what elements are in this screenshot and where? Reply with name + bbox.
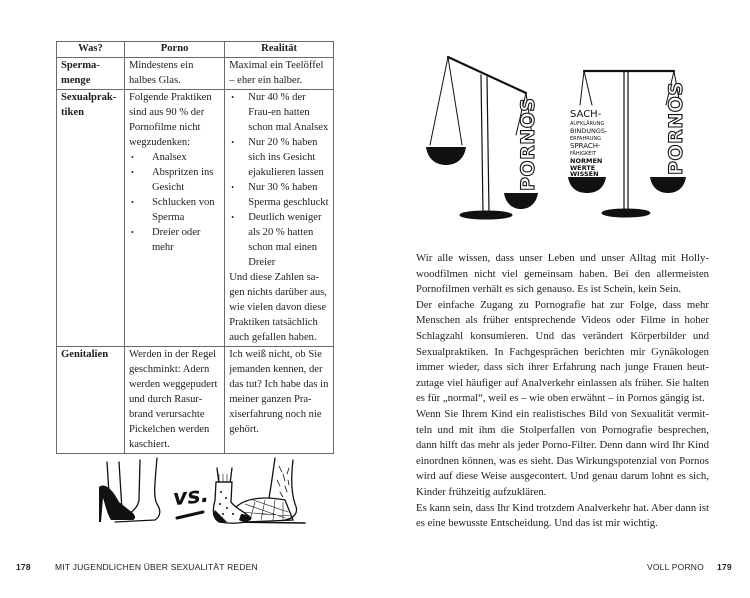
page-number-right: 179 (717, 562, 732, 572)
running-title-left: MIT JUGENDLICHEN ÜBER SEXUALITÄT REDEN (55, 562, 258, 572)
knowledge-word: SACH- (570, 109, 602, 120)
table-row (57, 90, 334, 347)
page-number-left: 178 (16, 562, 31, 572)
list-item: • Dreier oder mehr (129, 225, 220, 255)
knowledge-stack (570, 109, 608, 178)
list-item: • Nur 30 % haben Sperma geschluckt (229, 180, 329, 210)
balance-scales-illustration (410, 45, 710, 235)
knowledge-word: AUFKLÄRUNG (570, 121, 605, 127)
paragraph: Wir alle wissen, dass unser Leben und unser Alltag mit Hollywoodfilmen nicht viel gemeinsam haben. Bei den allermeisten Pornofilmen verhält es sich genauso. Es ist Schein, kein Sein. (416, 252, 709, 296)
row-porno: Mindestens ein halbes Glas. (124, 58, 224, 90)
list-item: • Analsex (129, 150, 220, 165)
knowledge-word: FÄHIGKEIT (570, 151, 596, 157)
header-topic: Was? (57, 42, 125, 58)
header-reality: Realität (225, 42, 334, 58)
left-scale-pornos-label: PORNOS (517, 97, 539, 191)
right-scale-pornos-pan (650, 177, 686, 193)
high-heel-shoe (99, 485, 135, 522)
row-porno (124, 90, 224, 347)
porno-intro: Folgende Praktiken sind aus 90 % der Pornofilme nicht wegzudenken: (128, 92, 212, 148)
row-porno: Werden in der Regel geschminkt: Adern werden weggepudert und durch Rasur-brand verursachte Pickelchen werden kaschiert. (124, 347, 224, 454)
topic-line: Sperma- (61, 60, 100, 71)
list-item: • Nur 20 % haben sich ins Gesicht ejakulieren lassen (229, 135, 329, 180)
knowledge-word: BINDUNGS- (570, 127, 608, 135)
left-scale-empty-pan (426, 147, 466, 165)
left-scale-pornos-pan (504, 193, 538, 209)
comparison-table (56, 41, 334, 454)
header-porno: Porno (124, 42, 224, 58)
right-scale-pornos-label: PORNOS (665, 81, 687, 175)
row-reality: Maximal ein Teelöffel – eher ein halber. (225, 58, 334, 90)
row-topic (57, 58, 125, 90)
topic-line: tiken (61, 107, 84, 118)
row-reality (225, 90, 334, 347)
row-topic: Genitalien (57, 347, 125, 454)
list-item: • Nur 40 % der Frau-en hatten schon mal Analsex (229, 90, 329, 135)
table-row (57, 58, 334, 90)
paragraph: Es kann sein, dass Ihr Kind trotzdem Analverkehr hat. Aber dann ist es eine bewusste Entscheidung. Und das ist mir wichtig. (416, 501, 709, 530)
list-item: • Schlucken von Sperma (129, 195, 220, 225)
knowledge-word: WISSEN (570, 170, 599, 178)
knowledge-word: ERFAHRUNG (570, 136, 601, 142)
knowledge-word: SPRACH- (570, 142, 601, 150)
list-item: • Deutlich weniger als 20 % hatten schon mal einen Dreier (229, 210, 329, 270)
vs-label: vs. (171, 482, 211, 512)
row-topic (57, 90, 125, 347)
table-row (57, 347, 334, 454)
paragraph: Wenn Sie Ihrem Kind ein realistisches Bild von Sexualität vermitteln und mit ihm die Stolperfallen von Pornografie besprechen, dann hilft das mehr als jeder Porno-Filter. Denn dann wird Ihr Kind einordnen können, was es sieht. Das Wirkungspotenzial von Pornos wird auf diese Weise ausgecontert. Und genau darum lohnt es sich, Kinder frühzeitig aufzuklären. (416, 407, 709, 498)
body-text (416, 251, 709, 532)
row-reality: Ich weiß nicht, ob Sie jemanden kennen, der das tut? Ich habe das in meiner ganzen Pra-xiserfahrung noch nie gehört. (225, 347, 334, 454)
list-item: • Abspritzen ins Gesicht (129, 165, 220, 195)
knowledge-word: WERTE (570, 164, 596, 172)
table-header-row (57, 42, 334, 58)
knowledge-word: NORMEN (570, 157, 603, 165)
feet-comparison-illustration (95, 452, 320, 537)
right-scale-knowledge-pan (568, 177, 606, 193)
reality-outro: Und diese Zahlen sa-gen nichts darüber aus, wie vielen davon diese Praktiken tatsächlich auch gefallen haben. (229, 272, 327, 343)
reality-bullet-list (229, 90, 329, 270)
topic-line: menge (61, 75, 91, 86)
topic-line: Sexualprak- (61, 92, 117, 103)
running-title-right: VOLL PORNO (647, 562, 704, 572)
porno-bullet-list (129, 150, 220, 255)
paragraph: Der einfache Zugang zu Pornografie hat zur Folge, dass mehr Menschen als früher entsprechende Videos oder Filme in hoher Schlagzahl konsumieren. Und das verändert Körperbilder und Sexualpraktiken. In Fachgesprächen berichten mir Gynäkologen immer wieder, dass sich ihrer Erfahrung nach junge Frauen heutzutage viel häufiger auf Analverkehr einlassen als früher. Sie halten es für „normal“, weil es – wie oben erwähnt – in Pornos gängig ist. (416, 298, 709, 405)
